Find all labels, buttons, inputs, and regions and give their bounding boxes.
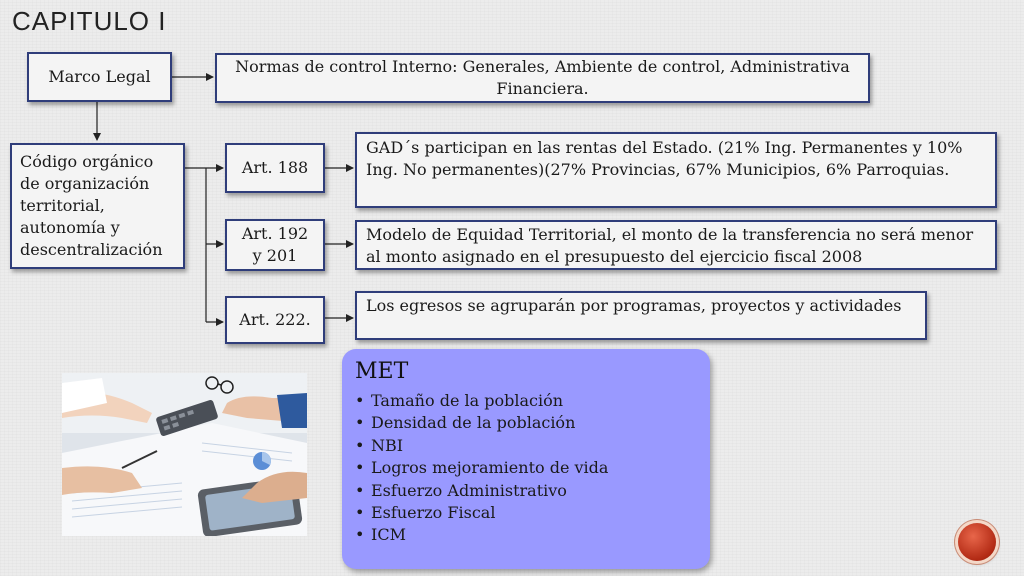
normas-box: Normas de control Interno: Generales, Ambiente de control, Administrativa Financiera.	[215, 53, 870, 103]
met-item: • Tamaño de la población	[355, 390, 698, 412]
met-item: • Esfuerzo Fiscal	[355, 502, 698, 524]
art-192-line1: Art. 192	[241, 224, 309, 243]
met-item: • Esfuerzo Administrativo	[355, 480, 698, 502]
codigo-organico-box: Código orgánico de organización territorial, autonomía y descentralización	[10, 143, 185, 269]
met-box	[342, 349, 710, 569]
art-192-box	[225, 219, 325, 271]
egresos-box: Los egresos se agruparán por programas, proyectos y actividades	[355, 291, 927, 340]
marco-legal-box: Marco Legal	[27, 52, 172, 102]
met-list	[355, 390, 698, 547]
met-item: • Logros mejoramiento de vida	[355, 457, 698, 479]
met-title: MET	[355, 359, 409, 384]
gad-box: GAD´s participan en las rentas del Estado. (21% Ing. Permanentes y 10% Ing. No permanentes)(27% Provincias, 67% Municipios, 6% Parroquias.	[355, 132, 997, 208]
met-item: • NBI	[355, 435, 698, 457]
art-192-line2: y 201	[252, 246, 298, 265]
modelo-box: Modelo de Equidad Territorial, el monto de la transferencia no será menor al monto asignado en el presupuesto del ejercicio fiscal 2008	[355, 220, 997, 270]
page-title: CAPITULO I	[12, 6, 167, 36]
art-222-box: Art. 222.	[225, 296, 325, 344]
next-slide-button[interactable]	[958, 523, 996, 561]
met-item: • Densidad de la población	[355, 412, 698, 434]
art-188-box: Art. 188	[225, 143, 325, 193]
accounting-photo	[62, 373, 307, 536]
met-item: • ICM	[355, 524, 698, 546]
